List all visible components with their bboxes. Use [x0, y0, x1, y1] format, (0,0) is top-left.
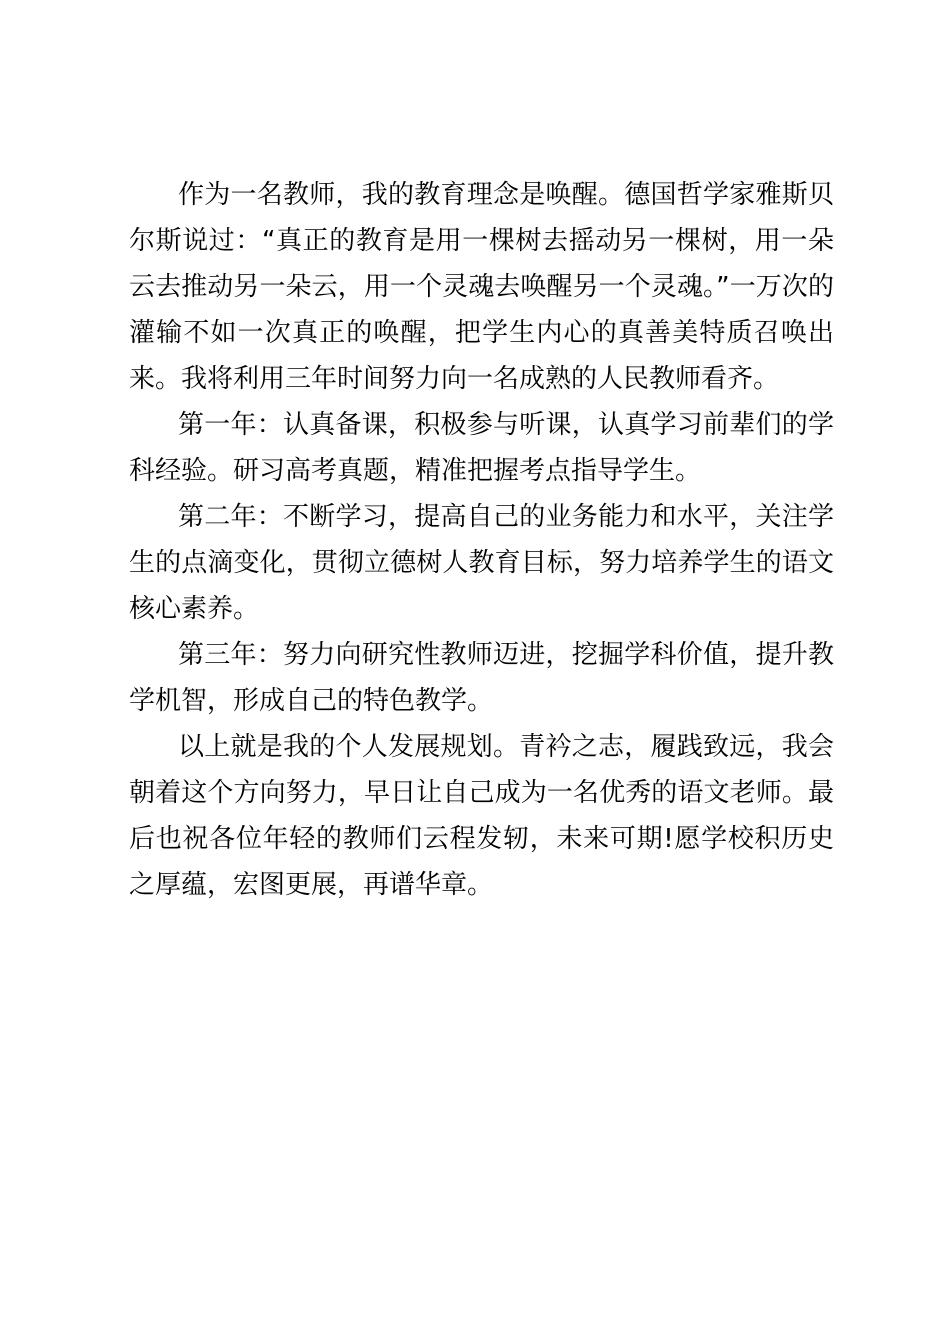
paragraph-conclusion: 以上就是我的个人发展规划。青衿之志，履践致远，我会朝着这个方向努力，早日让自己成为一名优秀的语文老师。最后也祝各位年轻的教师们云程发轫，未来可期!愿学校积历史之厚蕴，宏图更展，再谱华章。 [129, 732, 834, 900]
paragraph-philosophy: 作为一名教师，我的教育理念是唤醒。德国哲学家雅斯贝尔斯说过：“真正的教育是用一棵树去摇动另一棵树，用一朵云去推动另一朵云，用一个灵魂去唤醒另一个灵魂。”一万次的灌输不如一次真正的唤醒，把学生内心的真善美特质召唤出来。我将利用三年时间努力向一名成熟的人民教师看齐。 [129, 180, 834, 394]
paragraph-year-one: 第一年：认真备课，积极参与听课，认真学习前辈们的学科经验。研习高考真题，精准把握考点指导学生。 [129, 410, 834, 486]
paragraph-year-two: 第二年：不断学习，提高自己的业务能力和水平，关注学生的点滴变化，贯彻立德树人教育目标，努力培养学生的语文核心素养。 [129, 502, 834, 624]
document-body [129, 172, 834, 908]
paragraph-year-three: 第三年：努力向研究性教师迈进，挖掘学科价值，提升教学机智，形成自己的特色教学。 [129, 640, 834, 716]
